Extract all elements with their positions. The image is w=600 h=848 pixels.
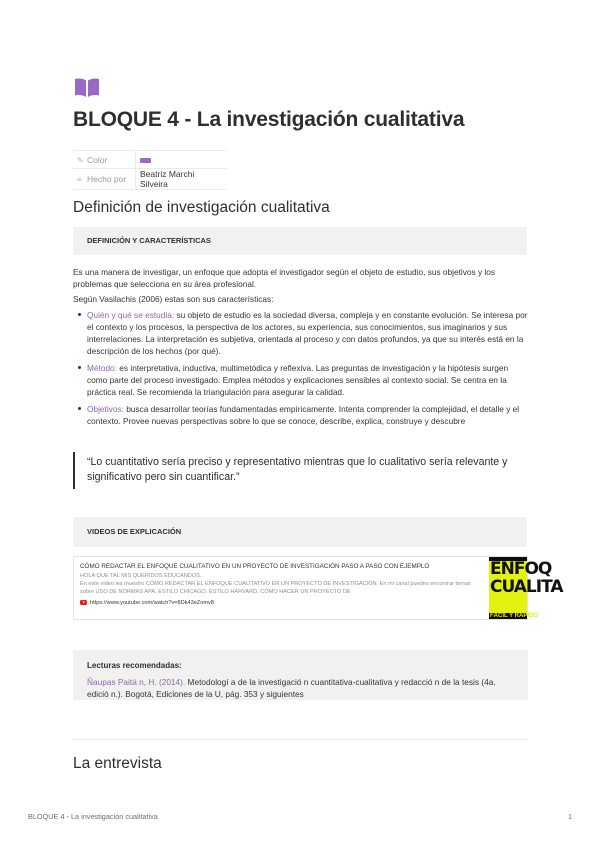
video-thumbnail[interactable] bbox=[489, 557, 563, 619]
quote-block: “Lo cuantitativo sería preciso y representativo mientras que lo cualitativo sería relevante y significativo pero sin cuantificar.” bbox=[73, 452, 527, 489]
property-row-author[interactable] bbox=[73, 169, 227, 190]
divider bbox=[73, 739, 528, 740]
bookmark-title: CÓMO REDACTAR EL ENFOQUE CUALITATIVO EN UN PROYECTO DE INVESTIGACIÓN PASO A PASO CON EJEMPLO bbox=[80, 563, 430, 570]
callout-definicion: DEFINICIÓN Y CARACTERÍSTICAS bbox=[73, 227, 527, 255]
color-swatch bbox=[140, 158, 151, 163]
lecturas-citation bbox=[87, 676, 514, 700]
list-item bbox=[73, 362, 528, 398]
list-item bbox=[73, 403, 528, 427]
bookmark-description: HOLA QUE TAL MIS QUERIDOS EDUCANDOS. En este video les muestro CÓMO REDACTAR EL ENFOQUE CUALITATIVO EN UN PROYECTO DE INVESTIGACIÓN. En mi canal puedes encontrar temas sobre USO DE NORMAS APA, ESTILO CHICAGO, ESTILO HARVARD, CÓMO HACER UN PROYECTO DE bbox=[80, 573, 471, 595]
citation-text: Metodologí a de la investigació n cuantitativa-cualitativa y redacció n de la tesis (4a. edició n.). Bogotá, Ediciones de la U, pág. 353 y siguientes bbox=[87, 677, 496, 699]
callout-videos: VIDEOS DE EXPLICACIÓN bbox=[73, 517, 527, 547]
property-key: ≡ Hecho por bbox=[73, 169, 136, 190]
youtube-icon bbox=[80, 600, 87, 605]
bullet-term: Quién y qué se estudia: bbox=[87, 310, 175, 320]
characteristics-list bbox=[73, 309, 528, 432]
bullet-term: Objetivos: bbox=[87, 404, 124, 414]
section-heading-entrevista: La entrevista bbox=[73, 755, 162, 772]
video-bookmark[interactable] bbox=[73, 556, 563, 620]
citation-author: Ñaupas Paitá n, H. (2014). bbox=[87, 677, 186, 687]
footer-title: BLOQUE 4 - La investigación cualitativa bbox=[28, 812, 158, 821]
bullet-text: busca desarrollar teorías fundamentadas empíricamente. Intenta comprender la complejidad, el detalle y el contexto. Provee nuevas perspectivas sobre lo que se conoce, describe, explica, construye y descubre bbox=[87, 404, 520, 426]
section-heading-definicion: Definición de investigación cualitativa bbox=[73, 199, 330, 216]
lecturas-callout bbox=[73, 650, 528, 700]
bullet-text: es interpretativa, inductiva, multimetódica y reflexiva. Las preguntas de investigación y la hipótesis surgen como parte del proceso investigado. Emplea métodos y explicaciones sensibles al contexto social. Se centra en la práctica real. Se recomienda la triangulación para asegurar la calidad. bbox=[87, 363, 509, 397]
list-item bbox=[73, 309, 528, 357]
source-paragraph: Según Vasilachis (2006) estas son sus características: bbox=[73, 294, 274, 304]
property-key: ✎ Color bbox=[73, 151, 136, 169]
page-number: 1 bbox=[567, 812, 572, 821]
bookmark-text bbox=[80, 563, 485, 606]
thumbnail-text: FÁCIL Y RÁPIDO bbox=[490, 613, 539, 619]
bullet-term: Método: bbox=[87, 363, 117, 373]
property-value: Beatriz Marchi Silveira bbox=[136, 169, 228, 190]
property-row-color[interactable] bbox=[73, 151, 227, 169]
intro-paragraph: Es una manera de investigar, un enfoque que adopta el investigador según el objeto de estudio, sus objetivos y los problemas que selecciona en su área profesional. bbox=[73, 267, 496, 289]
page-title: BLOQUE 4 - La investigación cualitativa bbox=[73, 108, 465, 131]
book-icon bbox=[74, 78, 100, 98]
bookmark-url[interactable]: https://www.youtube.com/watch?v=8Dk43eZomv8 bbox=[80, 600, 485, 606]
bullet-text: su objeto de estudio es la sociedad diversa, compleja y en constante evolución. Se interesa por el contexto y los procesos, la perspectiva de los actores, su experiencia, sus conocimientos, sus imaginarios y sus interrelaciones. La interpretación es subjetiva, orientada al proceso y con datos profundos, ya que su interés está en la descripción de los hechos (por qué). bbox=[87, 310, 528, 356]
author-prop-icon: ≡ bbox=[77, 175, 82, 184]
color-prop-icon: ✎ bbox=[77, 155, 84, 165]
thumbnail-text: CUALITA bbox=[490, 577, 563, 597]
properties-table bbox=[73, 150, 227, 190]
thumbnail-text: ENFOQ bbox=[490, 559, 552, 579]
property-value bbox=[136, 151, 228, 169]
lecturas-label: Lecturas recomendadas: bbox=[87, 661, 182, 670]
